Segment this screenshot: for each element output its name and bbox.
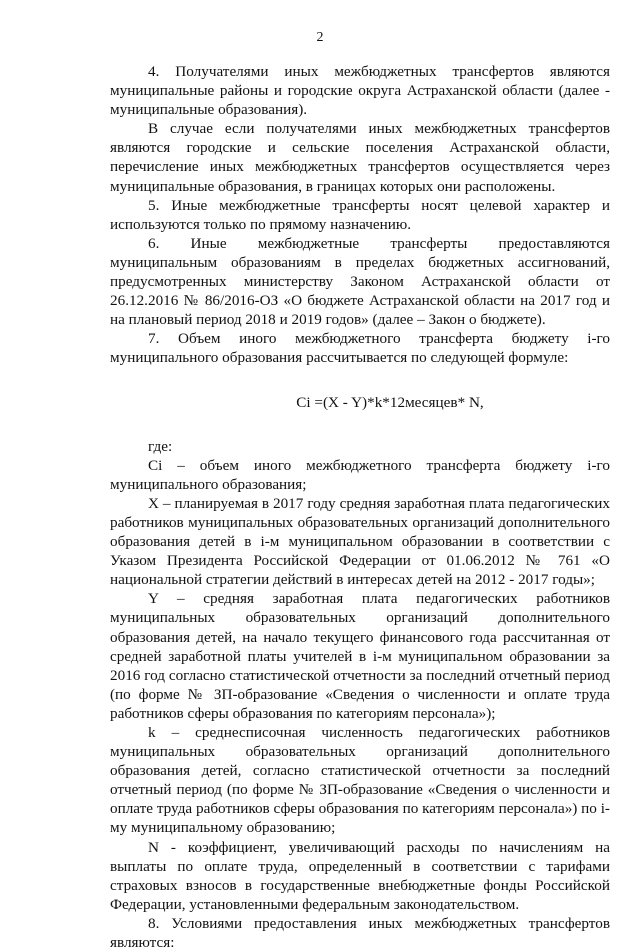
paragraph-4-settlements: В случае если получателями иных межбюджетных трансфертов являются городские и сельские поселения Астраханской области, перечисление иных межбюджетных трансфертов осуществляется через муниципальные образования, в границах которых они расположены. bbox=[110, 120, 610, 195]
paragraph-5: 5. Иные межбюджетные трансферты носят целевой характер и используются только по прямому назначению. bbox=[110, 196, 610, 233]
definition-x: X – планируемая в 2017 году средняя заработная плата педагогических работников муниципальных образовательных организаций дополнительного образования детей в i-м муниципальном образовании в соответствии с Указом Президента Российской Федерации от 01.06.2012 № 761 «О национальной стратегии действий в интересах детей на 2012 - 2017 годы»; bbox=[110, 494, 610, 589]
paragraph-6: 6. Иные межбюджетные трансферты предоставляются муниципальным образованиям в пределах бюджетных ассигнований, предусмотренных министерству Законом Астраханской области от 26.12.2016 № 86/2016-ОЗ «О бюджете Астраханской области на 2017 год и на плановый период 2018 и 2019 годов» (далее – Закон о бюджете). bbox=[110, 234, 610, 329]
definition-k: k – среднесписочная численность педагогических работников муниципальных образовательных организаций дополнительного образования детей, согласно статистической отчетности за последний отчетный период (по форме № ЗП-образование «Сведения о численности и оплате труда работников сферы образования по категориям персонала») по i-му муниципальному образованию; bbox=[110, 724, 610, 837]
paragraph-7: 7. Объем иного межбюджетного трансферта бюджету i-го муниципального образования рассчитывается по следующей формуле: bbox=[110, 330, 610, 367]
paragraph-8: 8. Условиями предоставления иных межбюджетных трансфертов являются: bbox=[110, 914, 610, 952]
formula: Ci =(X - Y)*k*12месяцев* N, bbox=[296, 393, 484, 411]
definition-ci: Ci – объем иного межбюджетного трансферта бюджету i-го муниципального образования; bbox=[110, 456, 610, 493]
definition-n: N - коэффициент, увеличивающий расходы по начислениям на выплаты по оплате труда, определенный в соответствии с тарифами страховых взносов в государственные внебюджетные фонды Российской Федерации, установленными федеральным законодательством. bbox=[110, 838, 610, 913]
page-number: 2 bbox=[316, 30, 324, 45]
definition-y: Y – средняя заработная плата педагогических работников муниципальных образовательных организаций дополнительного образования детей, на начало текущего финансового года рассчитанная от средней заработной платы учителей в i-м муниципальном образовании за 2016 год согласно статистической отчетности за последний отчетный период (по форме № ЗП-образование «Сведения о численности и оплате труда работников сферы образования по категориям персонала»); bbox=[110, 590, 610, 722]
paragraph-4: 4. Получателями иных межбюджетных трансфертов являются муниципальные районы и городские округа Астраханской области (далее - муниципальные образования). bbox=[110, 63, 610, 119]
where-label: где: bbox=[148, 437, 173, 455]
document-body bbox=[110, 62, 610, 952]
